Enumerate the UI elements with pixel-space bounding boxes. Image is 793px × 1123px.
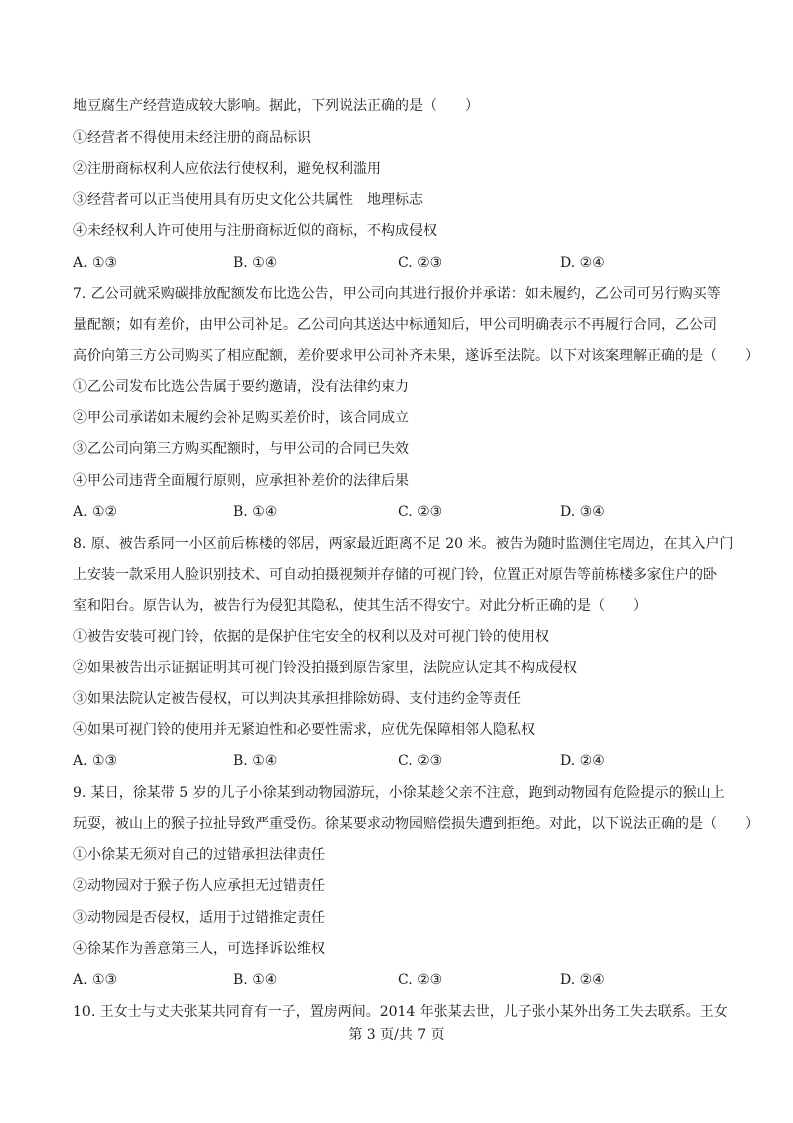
q9-options [73,971,733,989]
q9-item-3: ③动物园是否侵权，适用于过错推定责任 [73,910,325,926]
q9-stem-line-2: 玩耍，被山上的猴子拉扯导致严重受伤。徐某要求动物园赔偿损失遭到拒绝。对此，以下说法正确的是（ ） [73,816,759,832]
q9-option-d[interactable]: D. ②④ [560,972,605,988]
q10-stem-head: 10. 王女士与丈夫张某共同育有一子，置房两间。2014 年张某去世，儿子张小某外出务工失去联系。王女 [73,1004,728,1020]
page-number: 第 3 页/共 7 页 [348,1027,445,1043]
q6-option-c[interactable]: C. ②③ [398,255,443,271]
q8-item-1: ①被告安装可视门铃，依据的是保护住宅安全的权利以及对可视门铃的使用权 [73,629,549,645]
q7-stem-line-2: 量配额；如有差价，由甲公司补足。乙公司向其送达中标通知后，甲公司明确表示不再履行合同，乙公司 [73,317,717,333]
q9-item-1: ①小徐某无须对自己的过错承担法律责任 [73,847,325,863]
q6-stem-tail: 地豆腐生产经营造成较大影响。据此，下列说法正确的是（ ） [73,98,479,114]
q8-stem-line-2: 上安装一款采用人脸识别技术、可自动拍摄视频并存储的可视门铃，位置正对原告等前栋楼多家住户的卧 [73,567,717,583]
q8-options [73,752,733,770]
q7-stem-line-3: 高价向第三方公司购买了相应配额，差价要求甲公司补齐未果，遂诉至法院。以下对该案理解正确的是（ ） [73,348,759,364]
q8-stem-line-3: 室和阳台。原告认为，被告行为侵犯其隐私，使其生活不得安宁。对此分析正确的是（ ） [73,598,647,614]
q9-option-b[interactable]: B. ①④ [233,972,278,988]
q8-option-a[interactable]: A. ①③ [73,753,118,769]
q6-item-1: ①经营者不得使用未经注册的商品标识 [73,130,311,146]
q7-item-2: ②甲公司承诺如未履约会补足购买差价时，该合同成立 [73,410,409,426]
q7-option-d[interactable]: D. ③④ [560,504,605,520]
q6-option-b[interactable]: B. ①④ [233,255,278,271]
q9-item-2: ②动物园对于猴子伤人应承担无过错责任 [73,878,325,894]
q8-item-2: ②如果被告出示证据证明其可视门铃没拍摄到原告家里，法院应认定其不构成侵权 [73,660,577,676]
q7-options [73,503,733,521]
q8-option-d[interactable]: D. ②④ [560,753,605,769]
q7-option-c[interactable]: C. ②③ [398,504,443,520]
q6-options [73,254,733,272]
q6-item-4: ④未经权利人许可使用与注册商标近似的商标，不构成侵权 [73,223,437,239]
q8-item-3: ③如果法院认定被告侵权，可以判决其承担排除妨碍、支付违约金等责任 [73,691,521,707]
q7-item-1: ①乙公司发布比选公告属于要约邀请，没有法律约束力 [73,379,409,395]
q6-option-a[interactable]: A. ①③ [73,255,118,271]
q7-stem-line-1: 7. 乙公司就采购碳排放配额发布比选公告，甲公司向其进行报价并承诺：如未履约，乙公司可另行购买等 [73,286,721,302]
q9-option-c[interactable]: C. ②③ [398,972,443,988]
q8-stem-line-1: 8. 原、被告系同一小区前后栋楼的邻居，两家最近距离不足 20 米。被告为随时监测住宅周边，在其入户门 [73,536,734,552]
q9-stem-line-1: 9. 某日，徐某带 5 岁的儿子小徐某到动物园游玩，小徐某趁父亲不注意，跑到动物园有危险提示的猴山上 [73,785,725,801]
q8-item-4: ④如果可视门铃的使用并无紧迫性和必要性需求，应优先保障相邻人隐私权 [73,722,535,738]
q7-item-4: ④甲公司违背全面履行原则，应承担补差价的法律后果 [73,473,409,489]
q6-item-2: ②注册商标权利人应依法行使权利，避免权利滥用 [73,161,381,177]
q8-option-c[interactable]: C. ②③ [398,753,443,769]
q9-option-a[interactable]: A. ①③ [73,972,118,988]
q8-option-b[interactable]: B. ①④ [233,753,278,769]
q6-item-3: ③经营者可以正当使用具有历史文化公共属性 地理标志 [73,192,423,208]
q7-item-3: ③乙公司向第三方购买配额时，与甲公司的合同已失效 [73,441,409,457]
q7-option-b[interactable]: B. ①④ [233,504,278,520]
q7-option-a[interactable]: A. ①② [73,504,118,520]
q6-option-d[interactable]: D. ②④ [560,255,605,271]
q9-item-4: ④徐某作为善意第三人，可选择诉讼维权 [73,941,325,957]
